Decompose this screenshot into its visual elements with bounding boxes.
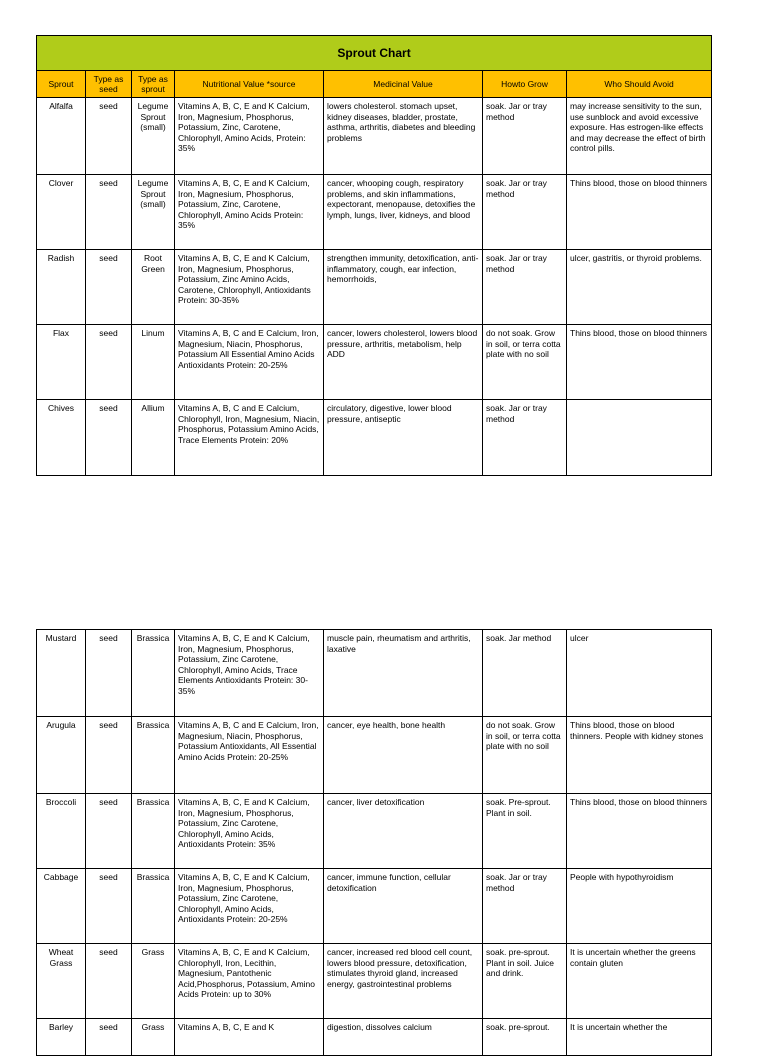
cell-sprout-type: Grass xyxy=(132,944,175,1019)
cell-grow: soak. Jar or tray method xyxy=(483,250,567,325)
sprout-chart-table-1 xyxy=(36,35,712,476)
cell-sprout-type: Brassica xyxy=(132,869,175,944)
cell-grow: do not soak. Grow in soil, or terra cotta plate with no soil xyxy=(483,717,567,794)
cell-avoid: People with hypothyroidism xyxy=(567,869,712,944)
cell-seed-type: seed xyxy=(86,175,132,250)
cell-grow: soak. Jar or tray method xyxy=(483,98,567,175)
cell-medicinal: muscle pain, rheumatism and arthritis, laxative xyxy=(324,630,483,717)
cell-nutrition: Vitamins A, B, C and E Calcium, Chlorophyll, Iron, Magnesium, Niacin, Phosphorus, Potassium Amino Acids, Trace Elements Protein: 20% xyxy=(175,400,324,476)
cell-grow: soak. Jar method xyxy=(483,630,567,717)
table-row xyxy=(37,400,712,476)
cell-avoid: Thins blood, those on blood thinners xyxy=(567,325,712,400)
cell-sprout: Chives xyxy=(37,400,86,476)
table-row xyxy=(37,717,712,794)
cell-grow: soak. pre-sprout. xyxy=(483,1019,567,1056)
cell-nutrition: Vitamins A, B, C and E Calcium, Iron, Magnesium, Niacin, Phosphorus, Potassium Antioxidants, All Essential Amino Acids Protein: 20-25% xyxy=(175,717,324,794)
cell-seed-type: seed xyxy=(86,325,132,400)
cell-seed-type: seed xyxy=(86,717,132,794)
cell-seed-type: seed xyxy=(86,630,132,717)
table-row xyxy=(37,175,712,250)
cell-medicinal: digestion, dissolves calcium xyxy=(324,1019,483,1056)
cell-nutrition: Vitamins A, B, C, E and K Calcium, Iron, Magnesium, Phosphorus, Potassium, Zinc Carotene, Chlorophyll, Amino Acids, Antioxidants Protein: 35% xyxy=(175,794,324,869)
header-sprout: Sprout xyxy=(37,71,86,98)
cell-sprout: Clover xyxy=(37,175,86,250)
cell-nutrition: Vitamins A, B, C, E and K Calcium, Iron, Magnesium, Phosphorus, Potassium, Zinc Amino Acids, Carotene, Chlorophyll, Antioxidants Protein: 30-35% xyxy=(175,250,324,325)
table-row xyxy=(37,250,712,325)
table-row xyxy=(37,944,712,1019)
cell-sprout-type: Brassica xyxy=(132,717,175,794)
cell-grow: soak. Jar or tray method xyxy=(483,869,567,944)
table-row xyxy=(37,1019,712,1056)
cell-sprout-type: Legume Sprout (small) xyxy=(132,98,175,175)
cell-sprout: Arugula xyxy=(37,717,86,794)
cell-avoid: It is uncertain whether the greens contain gluten xyxy=(567,944,712,1019)
table-row xyxy=(37,869,712,944)
header-how-to-grow: Howto Grow xyxy=(483,71,567,98)
cell-avoid: It is uncertain whether the xyxy=(567,1019,712,1056)
cell-seed-type: seed xyxy=(86,794,132,869)
cell-avoid: ulcer, gastritis, or thyroid problems. xyxy=(567,250,712,325)
cell-sprout: Cabbage xyxy=(37,869,86,944)
cell-avoid: Thins blood, those on blood thinners xyxy=(567,794,712,869)
cell-medicinal: cancer, immune function, cellular detoxification xyxy=(324,869,483,944)
cell-nutrition: Vitamins A, B, C and E Calcium, Iron, Magnesium, Niacin, Phosphorus, Potassium All Essential Amino Acids Antioxidants Protein: 20-25% xyxy=(175,325,324,400)
cell-medicinal: cancer, increased red blood cell count, lowers blood pressure, detoxification, stimulates thyroid gland, increased energy, gastrointestinal problems xyxy=(324,944,483,1019)
cell-sprout-type: Linum xyxy=(132,325,175,400)
header-type-as-sprout: Type as sprout xyxy=(132,71,175,98)
table-row xyxy=(37,630,712,717)
cell-sprout-type: Grass xyxy=(132,1019,175,1056)
header-who-should-avoid: Who Should Avoid xyxy=(567,71,712,98)
cell-sprout: Mustard xyxy=(37,630,86,717)
table-row xyxy=(37,794,712,869)
table-row xyxy=(37,325,712,400)
cell-nutrition: Vitamins A, B, C, E and K Calcium, Iron, Magnesium, Phosphorus, Potassium, Zinc Carotene, Chlorophyll, Amino Acids, Antioxidants Protein: 20-25% xyxy=(175,869,324,944)
table-row xyxy=(37,98,712,175)
cell-avoid: Thins blood, those on blood thinners. People with kidney stones xyxy=(567,717,712,794)
sprout-chart-table-2 xyxy=(36,629,712,1056)
cell-sprout-type: Legume Sprout (small) xyxy=(132,175,175,250)
cell-avoid: Thins blood, those on blood thinners xyxy=(567,175,712,250)
cell-grow: soak. Pre-sprout. Plant in soil. xyxy=(483,794,567,869)
cell-nutrition: Vitamins A, B, C, E and K Calcium, Iron, Magnesium, Phosphorus, Potassium, Zinc, Carotene, Chlorophyll, Amino Acids Protein: 35% xyxy=(175,175,324,250)
cell-grow: soak. Jar or tray method xyxy=(483,175,567,250)
cell-nutrition: Vitamins A, B, C, E and K Calcium, Chlorophyll, Iron, Lecithin, Magnesium, Pantothenic Acid,Phosphorus, Potassium, Amino Acids Protein: up to 30% xyxy=(175,944,324,1019)
cell-sprout: Wheat Grass xyxy=(37,944,86,1019)
cell-grow: soak. pre-sprout. Plant in soil. Juice and drink. xyxy=(483,944,567,1019)
cell-nutrition: Vitamins A, B, C, E and K xyxy=(175,1019,324,1056)
cell-seed-type: seed xyxy=(86,400,132,476)
cell-seed-type: seed xyxy=(86,944,132,1019)
cell-medicinal: cancer, liver detoxification xyxy=(324,794,483,869)
header-nutritional-value: Nutritional Value *source xyxy=(175,71,324,98)
cell-avoid: ulcer xyxy=(567,630,712,717)
cell-seed-type: seed xyxy=(86,1019,132,1056)
cell-sprout: Barley xyxy=(37,1019,86,1056)
cell-sprout-type: Allium xyxy=(132,400,175,476)
cell-seed-type: seed xyxy=(86,250,132,325)
cell-medicinal: cancer, lowers cholesterol, lowers blood pressure, arthritis, metabolism, help ADD xyxy=(324,325,483,400)
cell-sprout-type: Root Green xyxy=(132,250,175,325)
cell-sprout-type: Brassica xyxy=(132,794,175,869)
cell-nutrition: Vitamins A, B, C, E and K Calcium, Iron, Magnesium, Phosphorus, Potassium, Zinc, Carotene, Chlorophyll, Amino Acids, Protein: 35% xyxy=(175,98,324,175)
cell-medicinal: strengthen immunity, detoxification, anti-inflammatory, cough, ear infection, hemorrhoids, xyxy=(324,250,483,325)
cell-sprout: Broccoli xyxy=(37,794,86,869)
cell-medicinal: circulatory, digestive, lower blood pressure, antiseptic xyxy=(324,400,483,476)
header-type-as-seed: Type as seed xyxy=(86,71,132,98)
cell-sprout: Alfalfa xyxy=(37,98,86,175)
chart-title: Sprout Chart xyxy=(37,36,712,71)
cell-grow: soak. Jar or tray method xyxy=(483,400,567,476)
header-row xyxy=(37,71,712,98)
cell-grow: do not soak. Grow in soil, or terra cotta plate with no soil xyxy=(483,325,567,400)
cell-sprout: Flax xyxy=(37,325,86,400)
cell-medicinal: cancer, eye health, bone health xyxy=(324,717,483,794)
cell-avoid: may increase sensitivity to the sun, use sunblock and avoid excessive exposure. Has estrogen-like effects and may decrease the effect of birth control pills. xyxy=(567,98,712,175)
cell-sprout-type: Brassica xyxy=(132,630,175,717)
header-medicinal-value: Medicinal Value xyxy=(324,71,483,98)
cell-avoid xyxy=(567,400,712,476)
cell-seed-type: seed xyxy=(86,98,132,175)
cell-sprout: Radish xyxy=(37,250,86,325)
cell-medicinal: cancer, whooping cough, respiratory problems, and skin inflammations, expectorant, menopause, detoxifies the lymph, lungs, liver, kidneys, and blood xyxy=(324,175,483,250)
cell-medicinal: lowers cholesterol. stomach upset, kidney diseases, bladder, prostate, asthma, arthritis, diabetes and bleeding problems xyxy=(324,98,483,175)
cell-nutrition: Vitamins A, B, C, E and K Calcium, Iron, Magnesium, Phosphorus, Potassium, Zinc Carotene, Chlorophyll, Amino Acids, Trace Elements Antioxidants Protein: 30-35% xyxy=(175,630,324,717)
cell-seed-type: seed xyxy=(86,869,132,944)
